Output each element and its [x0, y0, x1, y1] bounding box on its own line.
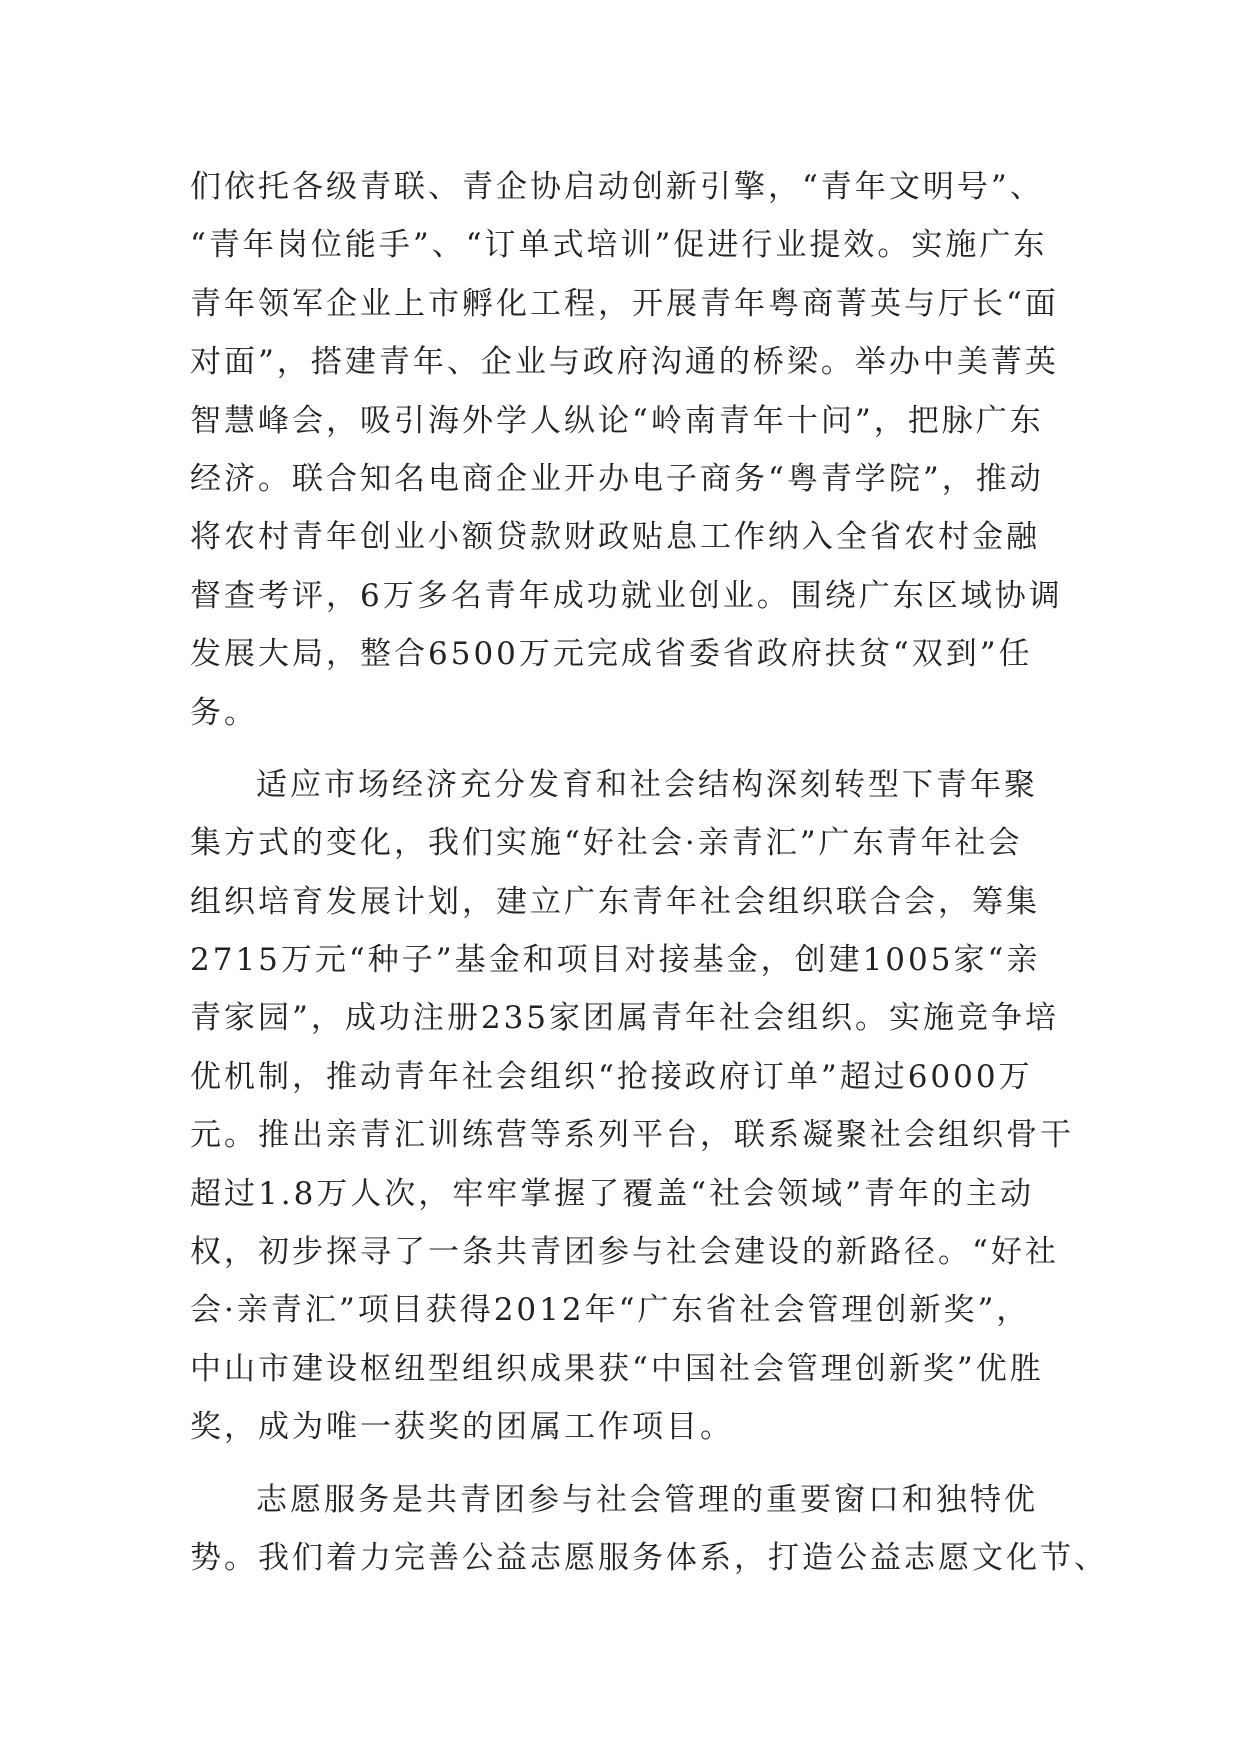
text-line: 超过1.8万人次，牢牢掌握了覆盖“社会领域”青年的主动	[190, 1175, 1034, 1212]
text-line: 务。	[190, 694, 258, 731]
text-line: 优机制，推动青年社会组织“抢接政府订单”超过6000万	[190, 1058, 1033, 1095]
text-line: 发展大局，整合6500万元完成省委省政府扶贫“双到”任	[190, 636, 1033, 673]
text-line: 志愿服务是共青团参与社会管理的重要窗口和独特优	[256, 1481, 1038, 1518]
text-line: 经济。联合知名电商企业开办电子商务“粤青学院”，推动	[190, 460, 1044, 497]
text-line: 督查考评，6万多名青年成功就业创业。围绕广东区域协调	[190, 577, 1063, 614]
text-line: 会·亲青汇”项目获得2012年“广东省社会管理创新奖”，	[190, 1292, 1031, 1329]
paragraph-3	[190, 1471, 1108, 1588]
text-line: 势。我们着力完善公益志愿服务体系，打造公益志愿文化节、	[190, 1539, 1108, 1576]
text-line: 组织培育发展计划，建立广东青年社会组织联合会，筹集	[190, 883, 1040, 920]
paragraph-spacer	[190, 742, 1060, 756]
text-line: 适应市场经济充分发育和社会结构深刻转型下青年聚	[256, 766, 1038, 803]
text-line: 2715万元“种子”基金和项目对接基金，创建1005家“亲	[190, 942, 1041, 979]
paragraph-spacer	[190, 1457, 1060, 1471]
paragraph-2	[190, 756, 1074, 1457]
text-line: 青年领军企业上市孵化工程，开展青年粤商菁英与厅长“面	[190, 285, 1059, 322]
text-line: 将农村青年创业小额贷款财政贴息工作纳入全省农村金融	[190, 519, 1040, 556]
text-line: 中山市建设枢纽型组织成果获“中国社会管理创新奖”优胜	[190, 1350, 1044, 1387]
body-text	[190, 158, 1108, 1587]
text-line: 元。推出亲青汇训练营等系列平台，联系凝聚社会组织骨干	[190, 1117, 1074, 1154]
text-line: 集方式的变化，我们实施“好社会·亲青汇”广东青年社会	[190, 825, 1023, 862]
text-line: 对面”，搭建青年、企业与政府沟通的桥梁。举办中美菁英	[190, 344, 1059, 381]
text-line: 们依托各级青联、青企协启动创新引擎，“青年文明号”、	[190, 169, 1044, 205]
text-line: “青年岗位能手”、“订单式培训”促进行业提效。实施广东	[190, 227, 1048, 264]
paragraph-1	[190, 158, 1063, 742]
text-line: 奖，成为唯一获奖的团属工作项目。	[190, 1409, 734, 1446]
text-line: 权，初步探寻了一条共青团参与社会建设的新路径。“好社	[190, 1234, 1059, 1271]
text-line: 青家园”，成功注册235家团属青年社会组织。实施竞争培	[190, 1000, 1060, 1037]
text-line: 智慧峰会，吸引海外学人纵论“岭南青年十问”，把脉广东	[190, 402, 1044, 439]
